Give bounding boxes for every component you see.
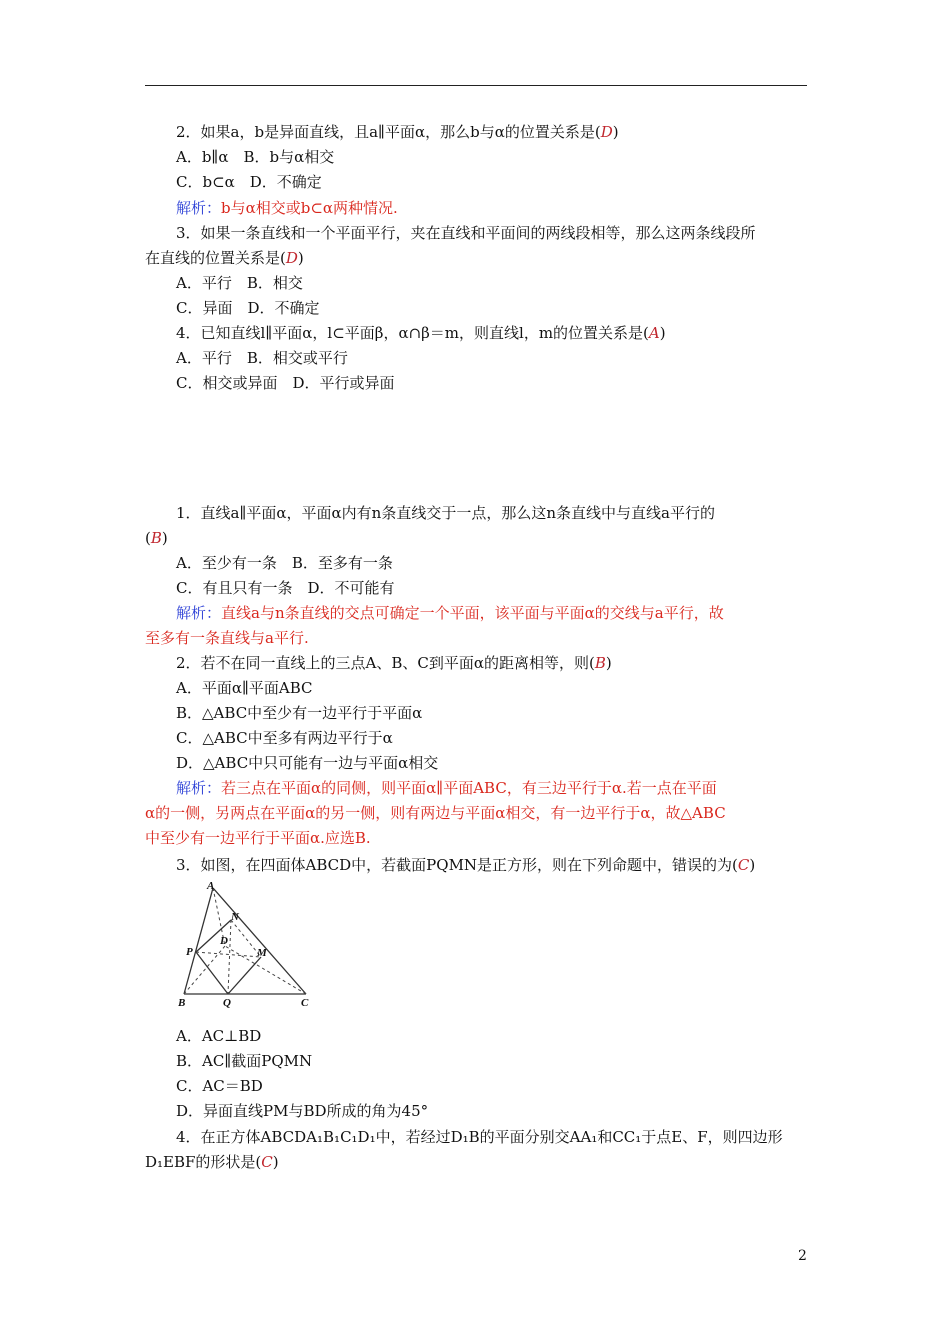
question-text: 4．在正方体ABCDA₁B₁C₁D₁中，若经过D₁B的平面分别交AA₁和CC₁于点E、F，则四边形	[176, 1128, 783, 1146]
text-line	[176, 1127, 783, 1147]
answer-letter: C	[261, 1153, 273, 1171]
question-text: 2．若不在同一直线上的三点A、B、C到平面α的距离相等，则(	[176, 654, 595, 672]
label-p: P	[186, 946, 193, 958]
answer-letter: B	[150, 529, 162, 547]
question-text: )	[272, 1153, 279, 1171]
question-text: )	[749, 856, 756, 874]
text-line	[176, 323, 666, 343]
text-line	[176, 298, 320, 318]
text-line	[145, 803, 726, 823]
analysis-text: 中至少有一边平行于平面α.应选B.	[145, 829, 371, 847]
question-text: C．相交或异面 D．平行或异面	[176, 374, 395, 392]
answer-letter: C	[737, 856, 750, 874]
question-text: C．AC＝BD	[176, 1077, 263, 1095]
text-line	[176, 147, 334, 167]
text-line	[176, 172, 322, 192]
text-line	[176, 753, 438, 773]
text-line	[145, 628, 309, 648]
analysis-text: α的一侧，另两点在平面α的另一侧，则有两边与平面α相交，有一边平行于α，故△ABC	[145, 804, 726, 822]
text-line	[176, 703, 422, 723]
text-line	[176, 578, 395, 598]
text-line	[176, 1076, 263, 1096]
text-line	[176, 373, 395, 393]
text-line	[145, 248, 304, 268]
text-line	[176, 603, 724, 623]
text-line	[176, 223, 756, 243]
text-line	[176, 503, 715, 523]
text-line	[176, 728, 393, 748]
question-text: A．b∥α B．b与α相交	[176, 148, 335, 166]
question-text: )	[161, 529, 168, 547]
text-line	[145, 828, 371, 848]
text-line	[176, 198, 398, 218]
question-text: (	[145, 529, 151, 547]
analysis-text: b与α相交或b⊂α两种情况.	[221, 199, 398, 217]
text-line	[145, 1152, 279, 1172]
text-line	[176, 348, 348, 368]
label-c: C	[301, 997, 309, 1009]
label-b: B	[178, 997, 186, 1009]
question-text: A．至少有一条 B．至多有一条	[176, 554, 393, 572]
question-text: B．△ABC中至少有一边平行于平面α	[176, 704, 423, 722]
question-text: 在直线的位置关系是(	[145, 249, 286, 267]
question-text: 1．直线a∥平面α，平面α内有n条直线交于一点，那么这n条直线中与直线a平行的	[176, 504, 715, 522]
analysis-label: 解析：	[176, 604, 222, 622]
text-line	[176, 1026, 261, 1046]
question-text: C．有且只有一条 D．不可能有	[176, 579, 395, 597]
question-text: A．平行 B．相交	[176, 274, 303, 292]
question-text: 2．如果a，b是异面直线，且a∥平面α，那么b与α的位置关系是(	[176, 123, 601, 141]
question-text: A．AC⊥BD	[176, 1027, 262, 1045]
analysis-text: 直线a与n条直线的交点可确定一个平面，该平面与平面α的交线与a平行，故	[221, 604, 724, 622]
question-text: C．异面 D．不确定	[176, 299, 320, 317]
answer-letter: D	[285, 249, 298, 267]
question-text: D．△ABC中只可能有一边与平面α相交	[176, 754, 439, 772]
label-q: Q	[223, 997, 231, 1009]
answer-letter: D	[600, 123, 613, 141]
question-text: C．b⊂α D．不确定	[176, 173, 322, 191]
text-line	[176, 273, 303, 293]
text-line	[176, 1051, 312, 1071]
question-text: 3．如图，在四面体ABCD中，若截面PQMN是正方形，则在下列命题中，错误的为(	[176, 856, 738, 874]
text-line	[176, 1101, 428, 1121]
label-d: D	[220, 935, 228, 947]
analysis-text: 若三点在平面α的同侧，则平面α∥平面ABC，有三边平行于α.若一点在平面	[221, 779, 717, 797]
text-line	[176, 122, 619, 142]
answer-letter: B	[594, 654, 606, 672]
question-text: B．AC∥截面PQMN	[176, 1052, 313, 1070]
edge-nq	[228, 920, 231, 994]
text-line	[176, 553, 393, 573]
text-line	[176, 855, 755, 875]
question-text: )	[659, 324, 666, 342]
label-a: A	[207, 880, 215, 892]
text-line	[176, 678, 313, 698]
page-number: 2	[798, 1248, 807, 1264]
text-line	[176, 653, 612, 673]
question-text: D．异面直线PM与BD所成的角为45°	[176, 1102, 429, 1120]
edge-pq	[196, 952, 228, 994]
question-text: A．平行 B．相交或平行	[176, 349, 348, 367]
analysis-text: 至多有一条直线与a平行.	[145, 629, 309, 647]
question-text: D₁EBF的形状是(	[145, 1153, 262, 1171]
analysis-label: 解析：	[176, 199, 222, 217]
text-line	[145, 528, 168, 548]
edge-pm	[196, 952, 261, 957]
question-text: C．△ABC中至多有两边平行于α	[176, 729, 393, 747]
label-n: N	[231, 911, 239, 923]
label-m: M	[257, 947, 267, 959]
question-text: 3．如果一条直线和一个平面平行，夹在直线和平面间的两线段相等，那么这两条线段所	[176, 224, 756, 242]
question-text: A．平面α∥平面ABC	[176, 679, 313, 697]
question-text: 4．已知直线l∥平面α，l⊂平面β，α∩β＝m，则直线l，m的位置关系是(	[176, 324, 649, 342]
answer-letter: A	[648, 324, 660, 342]
analysis-label: 解析：	[176, 779, 222, 797]
header-rule	[145, 85, 807, 86]
question-text: )	[297, 249, 304, 267]
edge-qm	[228, 957, 261, 994]
text-line	[176, 778, 717, 798]
question-text: )	[612, 123, 619, 141]
tetrahedron-figure	[178, 880, 318, 1010]
question-text: )	[605, 654, 612, 672]
